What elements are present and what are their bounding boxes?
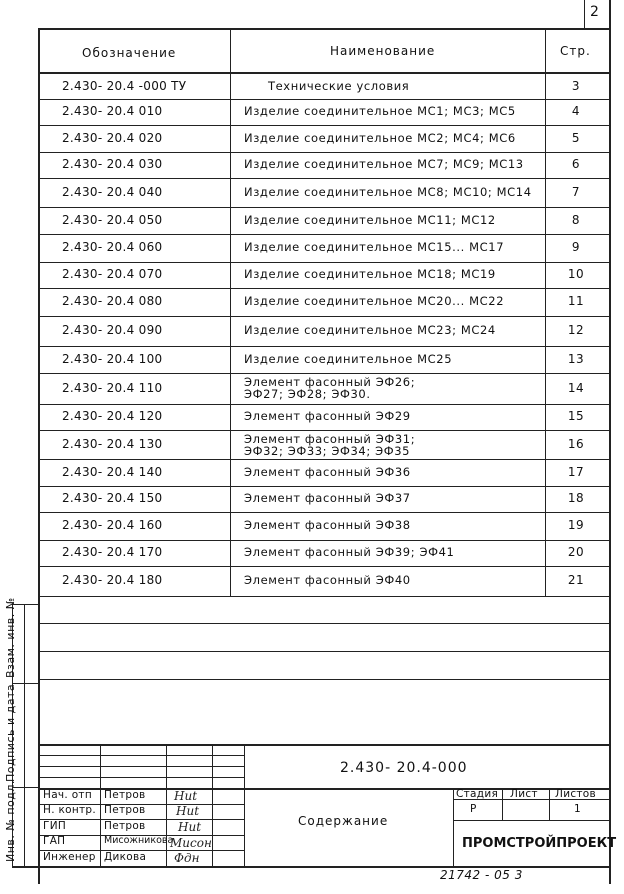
row-name-cont: ЭФ32; ЭФ33; ЭФ34; ЭФ35 xyxy=(244,444,411,458)
row-name: Элемент фасонный ЭФ40 xyxy=(244,573,411,587)
row-code: 2.430- 20.4 030 xyxy=(62,157,163,171)
row-code: 2.430- 20.4 170 xyxy=(62,545,163,559)
row-name: Изделие соединительное МС20... МС22 xyxy=(244,294,505,308)
stamp-stage-bottom xyxy=(453,820,610,821)
row-code: 2.430- 20.4 010 xyxy=(62,104,163,118)
row-name: Изделие соединительное МС7; МС9; МС13 xyxy=(244,157,524,171)
table-row-line xyxy=(38,373,610,374)
footer-note: 21742 - 05 3 xyxy=(440,868,523,882)
empty-row-line xyxy=(38,596,610,597)
signature-mark: Мисон xyxy=(170,836,212,850)
row-name: Изделие соединительное МС2; МС4; МС6 xyxy=(244,130,516,145)
table-row-line xyxy=(38,486,610,487)
table-row-line xyxy=(38,125,610,126)
stamp-person-role: Нач. отп xyxy=(43,789,93,801)
row-name: Элемент фасонный ЭФ36 xyxy=(244,464,411,479)
row-page: 13 xyxy=(567,351,585,366)
row-name: Изделие соединительное МС1; МС3; МС5 xyxy=(244,104,516,118)
row-page: 12 xyxy=(567,323,585,337)
stamp-person-role: ГИП xyxy=(43,820,67,832)
header-designation: Обозначение xyxy=(82,46,177,60)
row-name: Элемент фасонный ЭФ29 xyxy=(244,409,411,423)
table-row-line xyxy=(38,566,610,567)
row-page: 15 xyxy=(567,409,585,423)
row-name: Элемент фасонный ЭФ26; xyxy=(244,375,416,389)
stamp-v-3 xyxy=(212,744,213,866)
empty-row-line xyxy=(38,679,610,680)
side-label-vzam-inv: Взам. инв. № xyxy=(4,597,17,678)
row-name: Изделие соединительное МС25 xyxy=(244,351,453,366)
header-page: Стр. xyxy=(560,44,591,58)
table-row-line xyxy=(38,178,610,179)
stamp-v-1 xyxy=(100,744,101,866)
row-code: 2.430- 20.4 180 xyxy=(62,573,163,587)
signature-mark: Ниt xyxy=(174,789,198,803)
row-page: 10 xyxy=(567,267,585,281)
row-code: 2.430- 20.4 020 xyxy=(62,130,163,145)
stamp-person-name: Петров xyxy=(104,820,146,832)
row-name-cont: ЭФ27; ЭФ28; ЭФ30. xyxy=(244,387,371,401)
row-code: 2.430- 20.4 060 xyxy=(62,240,163,254)
col-divider-2 xyxy=(545,28,546,596)
row-page: 8 xyxy=(571,212,581,227)
stamp-stage-label: Стадия xyxy=(456,788,499,800)
stamp-title: Содержание xyxy=(298,814,389,828)
stamp-sheet-label: Лист xyxy=(510,788,538,800)
stamp-v-4 xyxy=(244,744,245,866)
table-row-line xyxy=(38,540,610,541)
row-page: 20 xyxy=(567,545,585,559)
table-row-line xyxy=(38,234,610,235)
row-name: Элемент фасонный ЭФ38 xyxy=(244,518,411,532)
sheet-number-box-left xyxy=(584,0,585,28)
stamp-org: ПРОМСТРОЙПРОЕКТ xyxy=(462,836,617,851)
row-page: 7 xyxy=(571,184,581,199)
row-code: 2.430- 20.4 150 xyxy=(62,491,163,505)
row-code: 2.430- 20.4 110 xyxy=(62,380,163,395)
signature-mark: Ниt xyxy=(178,820,202,834)
row-page: 18 xyxy=(567,491,585,505)
empty-row-line xyxy=(38,651,610,652)
row-page: 17 xyxy=(567,464,585,479)
row-page: 14 xyxy=(567,380,585,395)
row-code: 2.430- 20.4 040 xyxy=(62,184,163,199)
sheet-number: 2 xyxy=(590,4,600,20)
row-name: Изделие соединительное МС8; МС10; МС14 xyxy=(244,184,532,199)
row-page: 4 xyxy=(571,104,581,118)
row-name: Изделие соединительное МС18; МС19 xyxy=(244,267,496,281)
row-page: 19 xyxy=(567,518,585,532)
stamp-grid-line xyxy=(38,777,244,778)
row-page: 5 xyxy=(571,130,581,145)
stamp-person-name: Петров xyxy=(104,804,146,816)
frame-top xyxy=(38,28,610,30)
stamp-mid-line xyxy=(38,766,244,767)
stamp-person-name: Дикова xyxy=(104,851,147,863)
row-name: Элемент фасонный ЭФ31; xyxy=(244,432,416,446)
row-code: 2.430- 20.4 080 xyxy=(62,294,163,308)
table-row-line xyxy=(38,152,610,153)
table-row-line xyxy=(38,207,610,208)
side-strip-mid xyxy=(24,604,25,866)
stamp-v-2 xyxy=(166,744,167,866)
table-row-line xyxy=(38,459,610,460)
row-code: 2.430- 20.4 140 xyxy=(62,464,163,479)
header-bottom-line xyxy=(38,72,610,74)
table-row-line xyxy=(38,288,610,289)
stamp-v-7 xyxy=(549,788,550,820)
table-row-line xyxy=(38,512,610,513)
col-divider-1 xyxy=(230,28,231,596)
stamp-top-line xyxy=(38,744,610,746)
row-code: 2.430- 20.4 090 xyxy=(62,323,163,337)
table-row-line xyxy=(38,430,610,431)
stamp-sheet-value: 1 xyxy=(574,803,581,815)
row-page: 11 xyxy=(567,294,585,308)
stamp-sheets-label: Листов xyxy=(555,788,597,800)
signature-mark: Ниt xyxy=(176,804,200,818)
stamp-person-role: Инженер xyxy=(43,851,96,863)
row-page: 9 xyxy=(571,240,581,254)
side-label-sign-date: Подпись и дата xyxy=(4,683,17,782)
table-row-line xyxy=(38,346,610,347)
stamp-doc-code: 2.430- 20.4-000 xyxy=(340,760,468,776)
empty-row-line xyxy=(38,623,610,624)
header-name: Наименование xyxy=(330,44,436,58)
row-code: 2.430- 20.4 -000 ТУ xyxy=(62,78,187,93)
row-code: 2.430- 20.4 050 xyxy=(62,212,163,227)
stamp-grid-line xyxy=(38,755,244,756)
side-label-inv-orig: Инв. № подл. xyxy=(4,780,17,862)
signature-mark: Фдн xyxy=(174,851,200,865)
row-page: 16 xyxy=(567,436,585,451)
stamp-v-6 xyxy=(502,788,503,820)
stamp-person-name: Петров xyxy=(104,789,146,801)
row-code: 2.430- 20.4 070 xyxy=(62,267,163,281)
row-page: 6 xyxy=(571,157,581,171)
row-name: Изделие соединительное МС15... МС17 xyxy=(244,240,505,254)
stamp-person-role: Н. контр. xyxy=(43,804,97,816)
frame-right xyxy=(609,0,611,884)
row-code: 2.430- 20.4 100 xyxy=(62,351,163,366)
stamp-stage-value: Р xyxy=(470,803,477,815)
table-row-line xyxy=(38,316,610,317)
row-name: Технические условия xyxy=(268,78,410,93)
table-row-line xyxy=(38,404,610,405)
row-name: Элемент фасонный ЭФ39; ЭФ41 xyxy=(244,545,455,559)
row-page: 3 xyxy=(571,78,581,93)
row-name: Изделие соединительное МС11; МС12 xyxy=(244,212,496,227)
stamp-person-role: ГАП xyxy=(43,835,66,847)
stamp-person-name: Мисожникова xyxy=(104,835,174,846)
row-page: 21 xyxy=(567,573,585,587)
table-row-line xyxy=(38,99,610,100)
row-code: 2.430- 20.4 120 xyxy=(62,409,163,423)
row-name: Изделие соединительное МС23; МС24 xyxy=(244,323,496,337)
row-code: 2.430- 20.4 130 xyxy=(62,436,163,451)
row-name: Элемент фасонный ЭФ37 xyxy=(244,491,411,505)
table-row-line xyxy=(38,262,610,263)
row-code: 2.430- 20.4 160 xyxy=(62,518,163,532)
